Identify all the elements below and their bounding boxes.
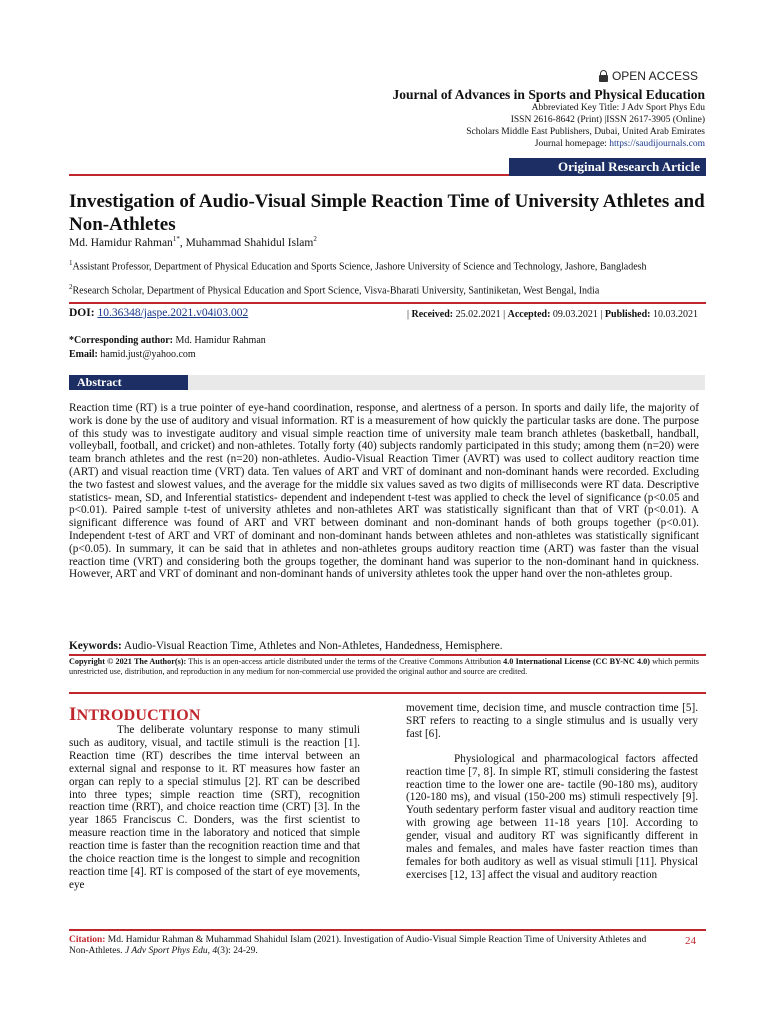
intro-paragraph-3: Physiological and pharmacological factors affected reaction time [7, 8]. In simple RT, stimuli considering the fastest reaction time to the lower one are- tactile (90-180 ms), auditory (120-180 ms), and visual (150-200 ms) stimuli respectively [9]. Youth sedentary perform faster visual and auditory reaction time with growing age between 11-18 years [10]. According to gender, visual and auditory RT was significantly different in males and females, and males have faster reaction times than females for both auditory as well as visual stimuli [11]. Physical exercises [12, 13] affect the visual and auditory reaction bbox=[406, 752, 698, 881]
published-label: Published: bbox=[604, 309, 651, 320]
open-lock-icon bbox=[599, 70, 608, 82]
copyright-notice bbox=[69, 657, 699, 677]
email-address[interactable]: hamid.just@yahoo.com bbox=[100, 349, 196, 360]
doi-link[interactable]: 10.36348/jaspe.2021.v04i03.002 bbox=[97, 307, 249, 319]
citation-journal: J Adv Sport Phys Edu, 4 bbox=[124, 946, 218, 956]
citation-text: Md. Hamidur Rahman & Muhammad Shahidul Islam (2021). Investigation of Audio-Visual Simple Reaction Time of University Athletes and Non-Athletes. bbox=[69, 935, 647, 956]
intro-heading-rest: NTRODUCTION bbox=[76, 707, 201, 724]
keywords-line bbox=[69, 640, 503, 652]
keywords-text: Audio-Visual Reaction Time, Athletes and Non-Athletes, Handedness, Hemisphere. bbox=[121, 640, 503, 652]
intro-paragraph-2: movement time, decision time, and muscle contraction time [5]. SRT refers to reacting to a single stimulus and is usually very fast [6]. bbox=[406, 702, 698, 740]
author-2: , Muhammad Shahidul Islam bbox=[179, 236, 314, 249]
affil-2-sup: 2 bbox=[69, 283, 73, 291]
copyright-label: Copyright © 2021 The Author(s): bbox=[69, 657, 187, 666]
page-number: 24 bbox=[685, 935, 696, 947]
author-1: Md. Hamidur Rahman bbox=[69, 236, 173, 249]
accepted-label: Accepted: bbox=[507, 309, 551, 320]
right-column bbox=[406, 702, 698, 882]
open-access-label: OPEN ACCESS bbox=[611, 69, 698, 83]
intro-paragraph-1: The deliberate voluntary response to many stimuli such as auditory, visual, and tactile stimuli is the reaction [1]. Reaction time (RT) describes the time interval between an external signal and response to it. RT measures how faster an organ can reply to a special stimulus [2]. RT can be described into three types; simple reaction time (SRT), recognition reaction time (RRT), and choice reaction time (CRT) [3]. In the year 1865 Franciscus C. Donders, was the first scientist to measure reaction time in the laboratory and noticed that simple reaction time is faster than the recognition reaction time and that the choice reaction time is the longest to simple and recognition reaction time [4]. RT is composed of the start of eye movements, eye bbox=[69, 724, 360, 891]
open-access-badge bbox=[599, 69, 698, 83]
corr-label: *Corresponding author: bbox=[69, 335, 173, 346]
author-1-sup: 1* bbox=[172, 235, 180, 243]
corr-name: Md. Hamidur Rahman bbox=[175, 335, 266, 346]
affil-1-sup: 1 bbox=[69, 259, 73, 267]
introduction-heading bbox=[69, 704, 201, 726]
intro-heading-cap: I bbox=[69, 704, 77, 725]
journal-title: Journal of Advances in Sports and Physical Education bbox=[392, 87, 705, 102]
license-name: 4.0 International License (CC BY-NC 4.0) bbox=[503, 657, 650, 666]
received-date: 25.02.2021 bbox=[455, 309, 501, 320]
journal-homepage bbox=[535, 139, 705, 149]
left-column bbox=[69, 724, 360, 892]
journal-abbrev: Abbreviated Key Title: J Adv Sport Phys Edu bbox=[531, 103, 705, 113]
doi-label: DOI: bbox=[69, 307, 98, 319]
citation-label: Citation: bbox=[69, 935, 106, 945]
received-label: Received: bbox=[411, 309, 454, 320]
footer-rule bbox=[69, 929, 706, 931]
copyright-text-2: which permits unrestricted use, distribution, and reproduction in any medium for non-commercial use provided the original author and source are credited. bbox=[69, 657, 699, 676]
doi-line bbox=[69, 307, 248, 319]
published-date: 10.03.2021 bbox=[653, 309, 698, 320]
homepage-link[interactable]: https://saudijournals.com bbox=[609, 139, 705, 149]
affiliation-1 bbox=[69, 257, 709, 273]
doi-rule bbox=[69, 302, 706, 304]
citation-end: (3): 24-29. bbox=[217, 946, 258, 956]
author-2-sup: 2 bbox=[313, 235, 317, 243]
abstract-text: Reaction time (RT) is a true pointer of eye-hand coordination, response, and alertness of a person. In sports and daily life, the majority of work is done by the use of auditory and visual information. RT is a measurement of how quickly the particular tasks are done. The purpose of this study was to investigate auditory and visual simple reaction time of university male team branch athletes (basketball, handball, volleyball, football, and cricket) and non-athletes. Totally forty (40) subjects randomly participated in this study; among them (n=20) were team branch athletes and the rest (n=20) non-athletes. Audio-Visual Reaction Timer (AVRT) was used to collect auditory reaction time (ART) and visual reaction time (VRT) data. Ten values of ART and VRT of dominant and non-dominant hands were recorded. Excluding the two fastest and slowest values, and the average for the middle six values saved as two digits of milliseconds were RT data. Descriptive statistics- mean, SD, and Inferential statistics- dependent and independent t-test was applied to check the level of significance (p<0.05 and p<0.01). Paired sample t-test of university athletes and non-athletes ART was statistically significant than that of VRT (p<0.01). A significant difference was found of ART and VRT between dominant and non-dominant hands of both groups together (p<0.01). Independent t-test of ART and VRT of dominant and non-dominant hands between athletes and non-athletes was statistically significant (p<0.05). In summary, it can be said that in athletes and non-athletes groups auditory reaction time (ART) was faster than the visual reaction time (VRT) and considering both the groups together, the dominant hand was superior to the non-dominant hand in quickness. However, ART and VRT of dominant and non-dominant hands of university athletes took the upper hand over the non-athletes group. bbox=[69, 402, 699, 581]
accepted-date: 09.03.2021 bbox=[552, 309, 598, 320]
article-title: Investigation of Audio-Visual Simple Reaction Time of University Athletes and Non-Athletes bbox=[69, 191, 705, 235]
affil-1-text: Assistant Professor, Department of Physical Education and Sports Science, Jashore University of Science and Technology, Jashore, Bangladesh bbox=[72, 261, 647, 273]
body-rule bbox=[69, 692, 706, 694]
copyright-rule bbox=[69, 654, 706, 656]
email-label: Email: bbox=[69, 349, 98, 360]
corresponding-info bbox=[69, 334, 266, 362]
abstract-heading: Abstract bbox=[69, 375, 188, 390]
article-type-badge: Original Research Article bbox=[509, 158, 706, 176]
journal-publisher: Scholars Middle East Publishers, Dubai, United Arab Emirates bbox=[466, 127, 705, 137]
citation-footer bbox=[69, 935, 649, 957]
affil-2-text: Research Scholar, Department of Physical Education and Sport Science, Visva-Bharati University, Santiniketan, West Bengal, India bbox=[72, 285, 600, 297]
keywords-label: Keywords: bbox=[69, 640, 122, 652]
copyright-text-1: This is an open-access article distributed under the terms of the Creative Commons Attribution bbox=[186, 657, 504, 666]
homepage-label: Journal homepage: bbox=[534, 139, 610, 149]
article-dates: | Received: 25.02.2021 | Accepted: 09.03.2021 | Published: 10.03.2021 bbox=[406, 309, 698, 320]
affiliation-2 bbox=[69, 281, 709, 297]
author-list bbox=[69, 235, 317, 249]
journal-issn: ISSN 2616-8642 (Print) |ISSN 2617-3905 (Online) bbox=[510, 115, 705, 125]
